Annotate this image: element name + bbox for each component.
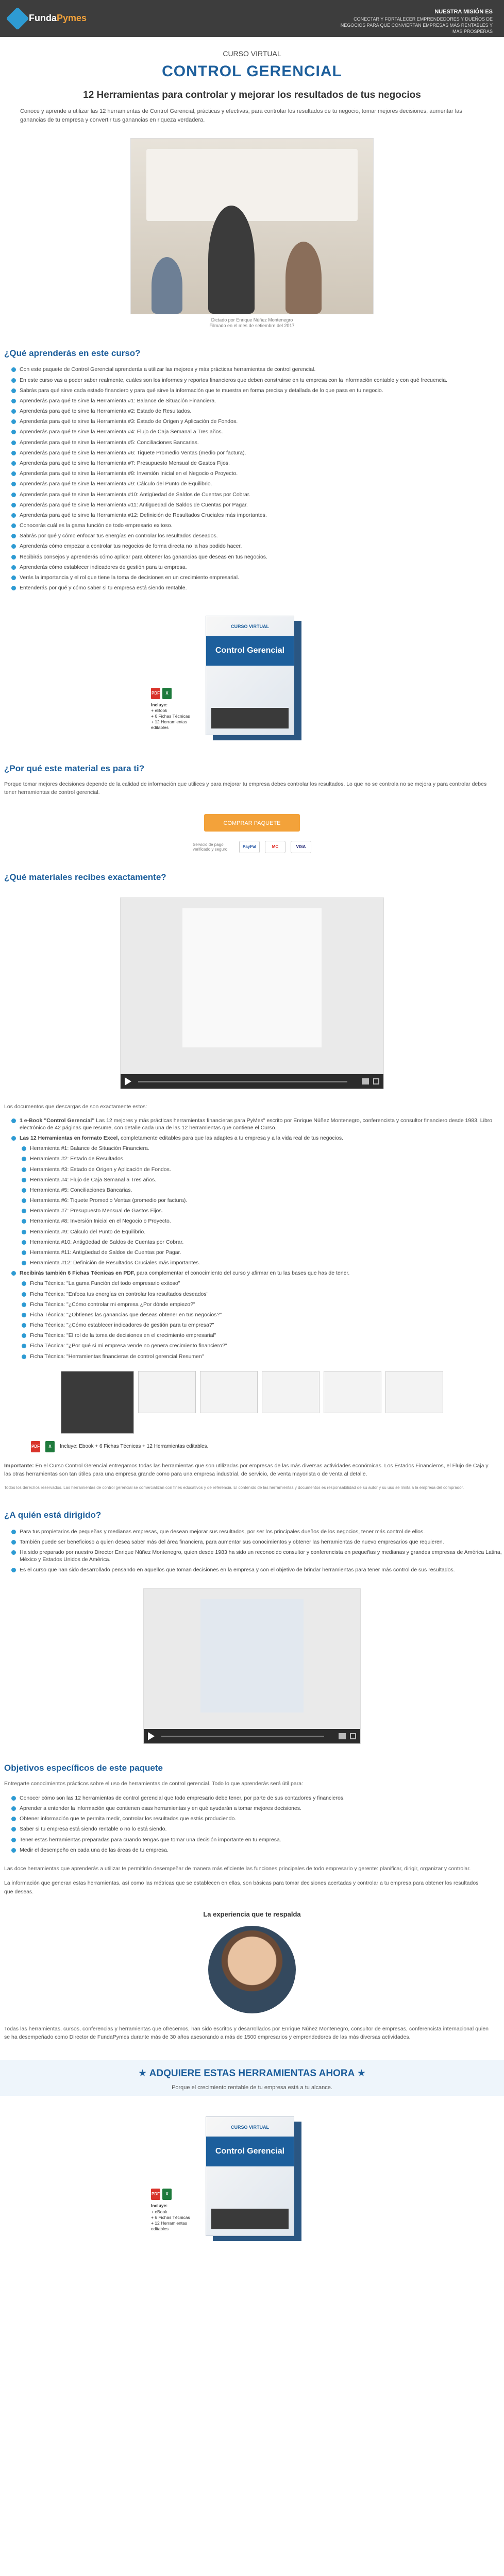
list-item: Aprenderás para qué te sirve la Herramienta #4: Flujo de Caja Semanal a Tres años. (10, 427, 504, 437)
presenter-figure (208, 206, 255, 314)
visa-icon: VISA (291, 841, 311, 853)
list-item: Aprenderás para qué te sirve la Herramienta #7: Presupuesto Mensual de Gastos Fijos. (10, 458, 504, 468)
list-item: Ficha Técnica: "Enfoca tus energías en controlar los resultados deseados" (21, 1289, 504, 1299)
list-item: Sabrás para qué sirve cada estado financiero y para qué sirve la información que te muestra en forma precisa y detallada de lo que pasa en tu negocio. (10, 385, 504, 396)
list-item: Es el curso que han sido desarrollado pensando en aquellos que toman decisiones en la empresa y con el objetivo de brindar herramientas para tener más control de sus resultados. (10, 1565, 504, 1575)
video-controls (121, 1074, 383, 1089)
product-includes: PDF X Incluye: + eBook + 6 Fichas Técnicas + 12 Herramientas editables (151, 2189, 203, 2231)
cta-band (0, 2060, 504, 2096)
fullscreen-icon[interactable] (373, 1078, 379, 1084)
pre-title: CURSO VIRTUAL (223, 49, 281, 58)
list-item: Ficha Técnica: "¿Cómo establecer indicadores de gestión para tu empresa?" (21, 1320, 504, 1330)
volume-icon[interactable] (362, 1078, 369, 1084)
gallery-thumb (385, 1371, 443, 1413)
list-item: Aprenderás cómo empezar a controlar tus negocios de forma directa no la has podido hacer. (10, 541, 504, 551)
video-progress[interactable] (138, 1081, 347, 1082)
list-item: Herramienta #6: Tiquete Promedio Ventas (promedio por factura). (21, 1195, 504, 1206)
objectives-closing-1: Las doce herramientas que aprenderás a utilizar te permitirán desempeñar de manera más eficiente las funciones principales de todo empresario y gerente: planificar, dirigir, organizar y controlar. (4, 1866, 471, 1872)
tagline-heading: NUESTRA MISIÓN ES (434, 9, 493, 15)
list-item: Aprenderás para qué te sirve la Herramienta #2: Estado de Resultados. (10, 406, 504, 416)
list-item: Herramienta #4: Flujo de Caja Semanal a Tres años. (21, 1175, 504, 1185)
list-item: Las 12 Herramientas en formato Excel, completamente editables para que las adaptes a tu empresa y a la vida real de tus negocios. (10, 1133, 504, 1143)
logo[interactable] (9, 7, 87, 30)
excel-icon: X (162, 688, 172, 699)
hero (0, 48, 504, 329)
learn-list (10, 364, 504, 593)
list-item: En este curso vas a poder saber realmente, cuáles son los informes y reportes financieros que deben construirse en tu empresa con la información contable y con qué frecuencia. (10, 375, 504, 385)
list-item: Aprenderás para qué te sirve la Herramienta #11: Antigüedad de Saldos de Cuentas por Pagar. (10, 500, 504, 510)
buy-package-button[interactable]: COMPRAR PAQUETE (204, 814, 300, 832)
video-frame (200, 1599, 304, 1713)
forwho-text: Porque tomar mejores decisiones depende de la calidad de información que utilices y para mejorar tu empresa debes controlar los resultados. Lo que no se controla no se mejora y para controlar debes tener herramientas de control gerencial. (4, 781, 487, 795)
list-item: Herramienta #7: Presupuesto Mensual de Gastos Fijos. (21, 1206, 504, 1216)
video-frame (182, 908, 322, 1047)
intro-text: Conoce y aprende a utilizar las 12 herramientas de Control Gerencial, prácticas y efectivas, para controlar los resultados de tu negocio, tomar mejores decisiones, aumentar las ganancias de tu empresa y convertir tus ganancias en riqueza verdadera. (20, 108, 462, 123)
list-item: Herramienta #8: Inversión Inicial en el Negocio o Proyecto. (21, 1216, 504, 1226)
cta-title: ★ ADQUIERE ESTAS HERRAMIENTAS AHORA ★ (138, 2068, 366, 2079)
list-item: Herramienta #9: Cálculo del Punto de Equilibrio. (21, 1227, 504, 1237)
tagline-text: CONECTAR Y FORTALECER EMPRENDEDORES Y DUEÑOS DE NEGOCIOS PARA QUE CONVIERTAN EMPRESAS MÁS RENTABLES Y MÁS PROSPERAS (340, 16, 493, 35)
mastercard-icon: MC (265, 841, 285, 853)
audience-heading: ¿A quién está dirigido? (4, 1510, 102, 1520)
experience-title: La experiencia que te respalda (203, 1910, 301, 1918)
video-player[interactable] (143, 1588, 361, 1744)
materials-gallery (0, 1371, 504, 1434)
page-subtitle: 12 Herramientas para controlar y mejorar los resultados de tus negocios (83, 90, 421, 101)
pdf-icon: PDF (31, 1441, 40, 1452)
whiteboard (146, 149, 358, 221)
list-item: Tener estas herramientas preparadas para cuando tengas que tomar una decisión importante en tu empresa. (10, 1835, 504, 1845)
list-item: También puede ser beneficioso a quien desea saber más del área financiera, para aumentar sus conocimientos y obtener las herramientas de nuevo empresarios que requieren. (10, 1537, 504, 1547)
list-item: Saber si tu empresa está siendo rentable o no lo está siendo. (10, 1824, 504, 1834)
list-item: Conocerás cuál es la gama función de todo empresario exitoso. (10, 520, 504, 531)
list-item: Herramienta #1: Balance de Situación Financiera. (21, 1143, 504, 1154)
learn-heading: ¿Qué aprenderás en este curso? (4, 348, 141, 359)
paypal-icon: PayPal (239, 841, 260, 853)
list-item: Ficha Técnica: "El rol de la toma de decisiones en el crecimiento empresarial" (21, 1330, 504, 1341)
list-item: Ficha Técnica: "Herramientas financieras de control gerencial Resumen" (21, 1351, 504, 1362)
gallery-thumb (138, 1371, 196, 1413)
objectives-closing-2: La información que generan estas herramientas, así como las métricas que se establecen en ellas, son básicas para tomar decisiones acertadas y controlar a tu empresa para obtener los resultados que deseas. (4, 1880, 479, 1895)
list-item: Aprenderás para qué te sirve la Herramienta #1: Balance de Situación Financiera. (10, 396, 504, 406)
photo-caption: Dictado por Enrique Núñez Montenegro Filmado en el mes de setiembre del 2017 (209, 317, 295, 329)
list-item: Ficha Técnica: "¿Obtienes las ganancias que deseas obtener en tus negocios?" (21, 1310, 504, 1320)
list-item: Herramienta #5: Conciliaciones Bancarias. (21, 1185, 504, 1195)
play-icon[interactable] (125, 1077, 131, 1086)
page-title: CONTROL GERENCIAL (162, 62, 342, 80)
hero-photo (130, 138, 374, 314)
logo-text: FundaPymes (28, 13, 87, 24)
fichas-intro (10, 1268, 504, 1278)
materials-list (10, 1115, 504, 1144)
list-item: Herramienta #11: Antigüedad de Saldos de Cuentas por Pagar. (21, 1247, 504, 1258)
header-tagline (338, 8, 493, 35)
cta-text: Porque el crecimiento rentable de tu empresa está a tu alcance. (172, 2084, 332, 2091)
video-progress[interactable] (161, 1736, 324, 1737)
list-item: Herramienta #3: Estado de Origen y Aplicación de Fondos. (21, 1164, 504, 1175)
list-item: Entenderás por qué y cómo saber si tu empresa está siendo rentable. (10, 583, 504, 593)
pdf-icon: PDF (151, 2189, 160, 2200)
excel-icon: X (45, 1441, 55, 1452)
volume-icon[interactable] (339, 1733, 346, 1739)
list-item: Aprenderás para qué te sirve la Herramienta #5: Conciliaciones Bancarias. (10, 437, 504, 448)
video-player[interactable] (120, 897, 384, 1089)
materials-lead: Los documentos que descargas de son exactamente estos: (4, 1104, 147, 1110)
attendee-figure (285, 242, 322, 314)
list-item: Conocer cómo son las 12 herramientas de control gerencial que todo empresario debe tener, por parte de sus contadores y financieros. (10, 1793, 504, 1803)
list-item: Aprenderás para qué te sirve la Herramienta #6: Tiquete Promedio Ventas (medio por factura). (10, 448, 504, 458)
list-item: Recibirás también 6 Fichas Técnicas en PDF, para complementar el conocimiento del curso y afirmar en tu las bases que has de tener. (10, 1268, 504, 1278)
list-item: Aprenderás cómo establecer indicadores de gestión para tu empresa. (10, 562, 504, 572)
fichas-list (21, 1278, 504, 1361)
included-summary (31, 1441, 504, 1452)
excel-icon: X (162, 2189, 172, 2200)
avatar (208, 1926, 296, 2013)
list-item: Aprender a entender la información que contienen esas herramientas y en qué ayudarán a tomar mejores decisiones. (10, 1803, 504, 1814)
list-item: Ficha Técnica: "¿Cómo controlar mi empresa ¿Por dónde empiezo?" (21, 1299, 504, 1310)
tools-list (21, 1143, 504, 1268)
gallery-thumb (61, 1371, 134, 1434)
forwho-heading: ¿Por qué este material es para ti? (4, 764, 145, 774)
experience-text: Todas las herramientas, cursos, conferencias y herramientas que ofrecemos, han sido escritos y desarrollados por Enrique Núñez Montenegro, consultor de empresas, conferencista internacional quien se ha desempeñado como Director de FundaPymes durante más de 30 años asesorando a más de 1500 empresarios y emprendedores de las más diversas actividades. (4, 2025, 489, 2041)
site-header (0, 0, 504, 37)
materials-heading: ¿Qué materiales recibes exactamente? (4, 872, 166, 883)
gallery-thumb (200, 1371, 258, 1413)
logo-icon (6, 7, 29, 30)
objectives-list (10, 1793, 504, 1855)
product-box (144, 611, 360, 744)
product-cover: CURSO VIRTUAL Control Gerencial (206, 616, 294, 735)
list-item: Aprenderás para qué te sirve la Herramienta #12: Definición de Resultados Cruciales más importantes. (10, 510, 504, 520)
included-text: Incluye: Ebook + 6 Fichas Técnicas + 12 Herramientas editables. (60, 1444, 209, 1450)
gallery-thumb (324, 1371, 381, 1413)
list-item: Recibirás consejos y aprenderás cómo aplicar para obtener las ganancias que deseas en tus negocios. (10, 552, 504, 562)
disclaimer: Todos los derechos reservados. Las herramientas de control gerencial se comercializan con fines educativos y de referencia. El contenido de las herramientas y documentos es responsabilidad de su autor y su uso se limita a la empresa del comprador. (4, 1485, 464, 1490)
objectives-lead: Entregarte conocimientos prácticos sobre el uso de herramientas de control gerencial. Todo lo que aprenderás será útil para: (4, 1780, 303, 1787)
payment-methods (0, 841, 504, 853)
important-note: Importante: En el Curso Control Gerencial entregamos todas las herramientas que son utilizadas por empresas de las más diversas actividades económicas. Los Estados Financieros, el Flujo de Caja y las otras herramientas son tan útiles para una empresa grande como para una empresa industrial, de servicio, de venta mayorista o de venta al detalle. (4, 1462, 489, 1478)
list-item: Aprenderás para qué te sirve la Herramienta #8: Inversión Inicial en el Negocio o Proyecto. (10, 468, 504, 479)
list-item: Verás la importancia y el rol que tiene la toma de decisiones en un crecimiento empresarial. (10, 572, 504, 583)
list-item: Sabrás por qué y cómo enfocar tus energías en controlar los resultados deseados. (10, 531, 504, 541)
list-item: Aprenderás para qué te sirve la Herramienta #10: Antigüedad de Saldos de Cuentas por Cobrar. (10, 489, 504, 500)
list-item: Obtener información que te permita medir, controlar los resultados que estás produciendo. (10, 1814, 504, 1824)
list-item: Aprenderás para qué te sirve la Herramienta #3: Estado de Origen y Aplicación de Fondos. (10, 416, 504, 427)
product-cover: CURSO VIRTUAL Control Gerencial (206, 2116, 294, 2236)
secure-payment-note: Servicio de pago verificado y seguro (193, 842, 228, 852)
pdf-icon: PDF (151, 688, 160, 699)
list-item: Con este paquete de Control Gerencial aprenderás a utilizar las mejores y más prácticas herramientas de control gerencial. (10, 364, 504, 375)
play-icon[interactable] (148, 1732, 155, 1740)
audience-list (10, 1527, 504, 1575)
list-item: Medir el desempeño en cada una de las áreas de tu empresa. (10, 1845, 504, 1855)
list-item: Herramienta #2: Estado de Resultados. (21, 1154, 504, 1164)
list-item: Ficha Técnica: "¿Por qué si mi empresa vende no genera crecimiento financiero?" (21, 1341, 504, 1351)
gallery-thumb (262, 1371, 320, 1413)
list-item: Herramienta #10: Antigüedad de Saldos de Cuentas por Cobrar. (21, 1237, 504, 1247)
list-item: 1 e-Book "Control Gerencial" Las 12 mejores y más prácticas herramientas financieras para PyMes" escrito por Enrique Núñez Montenegro, conferencista y consultor financiero desde 1983. Libro electrónico de 42 páginas que resume, con detalle cada una de las 12 herramientas que contiene el Curso. (10, 1115, 504, 1133)
list-item: Para tus propietarios de pequeñas y medianas empresas, que desean mejorar sus resultados, por ser los principales dueños de los negocios, tener más control de ellos. (10, 1527, 504, 1537)
product-includes: PDF X Incluye: + eBook + 6 Fichas Técnicas + 12 Herramientas editables (151, 688, 203, 731)
product-box (144, 2111, 360, 2245)
list-item: Herramienta #12: Definición de Resultados Cruciales más importantes. (21, 1258, 504, 1268)
video-controls (144, 1729, 360, 1743)
attendee-figure (152, 257, 182, 314)
objectives-heading: Objetivos específicos de este paquete (4, 1763, 163, 1773)
list-item: Ha sido preparado por nuestro Director Enrique Núñez Montenegro, quien desde 1983 ha sido un reconocido consultor y conferencista en pequeñas y medianas y grandes empresas de América Latina, México y Estados Unidos de América. (10, 1547, 504, 1565)
fullscreen-icon[interactable] (350, 1733, 356, 1739)
list-item: Ficha Técnica: "La gama Función del todo empresario exitoso" (21, 1278, 504, 1289)
list-item: Aprenderás para qué te sirve la Herramienta #9: Cálculo del Punto de Equilibrio. (10, 479, 504, 489)
